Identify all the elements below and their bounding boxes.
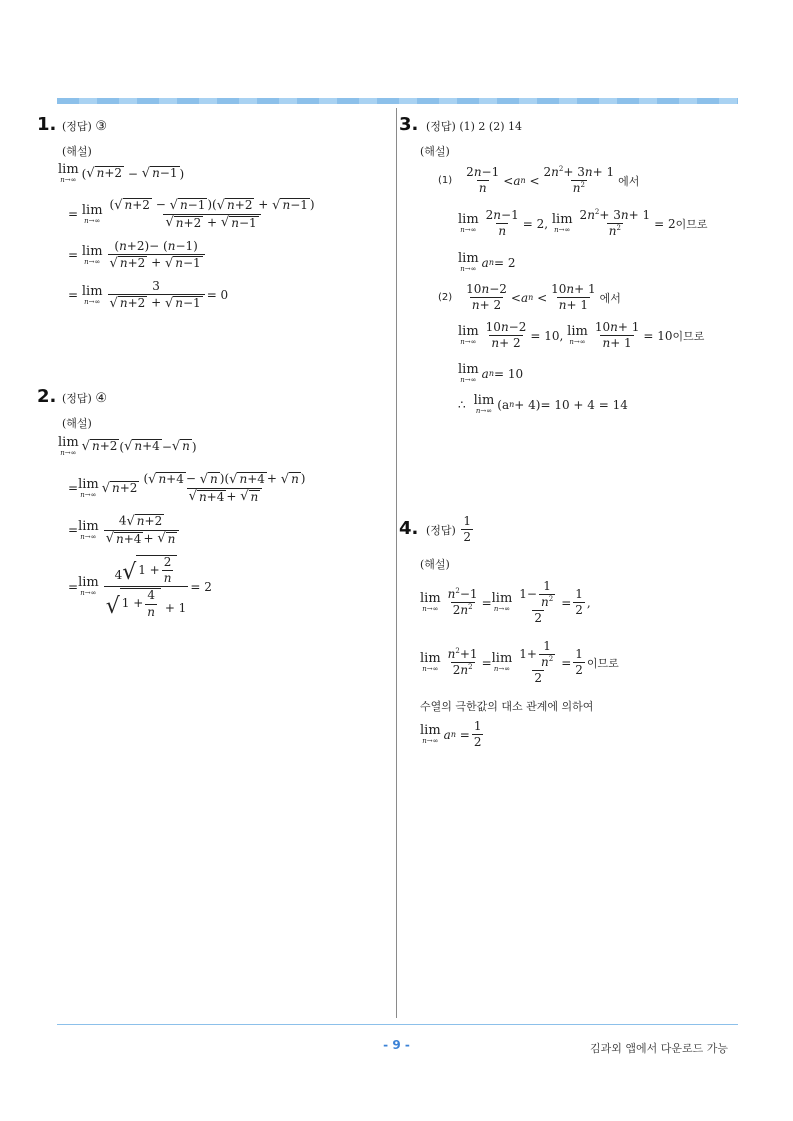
text-eseo: 에서 (618, 174, 640, 188)
q1-step-3: = lim n→∞ (n+2)− (n−1) √ n+2 + √ n−1 (68, 240, 207, 271)
footer-text: 김과외 앱에서 다운로드 가능 (589, 1042, 728, 1055)
answer-value: (1) 2 (2) 14 (459, 120, 522, 133)
part-label: (1) (438, 175, 453, 187)
answer-value: $\frac{1}{2}$ (463, 514, 471, 545)
text-eseo: 에서 (599, 291, 621, 305)
therefore-symbol: ∴ (458, 397, 466, 412)
q1-step-4: = lim n→∞ 3 √ n+2 + √ n−1 = 0 (68, 279, 229, 311)
q3-p1-ineq: (1) $\frac{2n-1}{n}$ < a n < $\frac{2n^2+ 3n+ 1}{n^2}$ 에서 (438, 165, 640, 196)
q4-step-2: lim n→∞ $\frac{n^2+1}{2n^2}$ = lim n→∞ 1+ $\frac{1}{n^2}$ 2 = $\frac{1}{2}$ 이므로 (420, 639, 619, 686)
question-number: 1. (37, 114, 57, 135)
question-number: 3. (399, 114, 419, 135)
answer-label: (정답) (426, 120, 456, 133)
value: = 2 (493, 255, 516, 270)
value: = 2, (522, 216, 549, 231)
answer-line (426, 118, 522, 134)
value: = 10, (530, 328, 564, 343)
q2-step-2: = lim n→∞ √ n+2 ( √ n+4 − √ n )( √ n+4 + √ n ) √ n+4 + √ n (68, 471, 306, 505)
q4-step-1: lim n→∞ $\frac{n^2-1}{2n^2}$ = lim n→∞ 1− $\frac{1}{n^2}$ 2 = $\frac{1}{2}$ , (420, 579, 591, 626)
column-divider (396, 108, 397, 1018)
q4-text: 수열의 극한값의 대소 관계에 의하여 (420, 700, 594, 713)
page-number: - 9 - (383, 1038, 410, 1052)
footer-line (57, 1024, 738, 1025)
value: = 10 (493, 366, 524, 381)
answer-label: (정답) (62, 392, 92, 405)
q2-step-1: lim n→∞ √ n+2 ( √ n+4 − √ n ) (58, 435, 197, 457)
answer-label: (정답) (62, 120, 92, 133)
q3-p2-lims: lim n→∞ $\frac{10n-2}{n+ 2}$ = 10, lim n→∞ $\frac{10n+ 1}{n+ 1}$ = 10 이므로 (458, 320, 705, 351)
value: (a (497, 397, 510, 412)
text-imeuro: 이므로 (586, 656, 619, 670)
q2-step-4: = lim n→∞ 4 √ 1 + $\frac{2}{n}$ √ 1 + $\frac{4}{n}$ + 1 = 2 (68, 555, 212, 619)
answer-value: ③ (95, 119, 107, 134)
part-label: (2) (438, 292, 453, 304)
question-number: 4. (399, 518, 419, 539)
q3-p1-lims: lim n→∞ $\frac{2n-1}{n}$ = 2, lim n→∞ $\frac{2n^2+ 3n+ 1}{n^2}$ = 2 이므로 (458, 208, 708, 239)
value: = 10 (643, 328, 673, 343)
q2-step-3: = lim n→∞ 4 √ n+2 √ n+4 + √ n (68, 514, 181, 547)
solution-label: (해설) (62, 417, 92, 430)
text-imeuro: 이므로 (675, 217, 708, 231)
answer-label: (정답) (426, 523, 456, 537)
answer-line (62, 118, 107, 134)
solution-label: (해설) (420, 145, 450, 158)
answer-line (426, 515, 475, 544)
q3-conclusion: ∴ lim n→∞ (a n + 4)= 10 + 4 = 14 (458, 393, 628, 415)
solution-label: (해설) (420, 558, 450, 571)
answer-line (62, 390, 107, 406)
text-imeuro: 이므로 (672, 329, 705, 343)
q3-p2-ineq: (2) $\frac{10n-2}{n+ 2}$ < a n < $\frac{10n+ 1}{n+ 1}$ 에서 (438, 282, 621, 313)
q3-p1-result: lim n→∞ a n = 2 (458, 251, 516, 273)
q1-step-2: = lim n→∞ ( √ n+2 − √ n−1 )( √ n+2 + √ n−1 ) √ n+2 + √ n−1 (68, 197, 315, 231)
q4-result: lim n→∞ a n = $\frac{1}{2}$ (420, 719, 482, 750)
value: = 2 (654, 216, 676, 231)
solution-label: (해설) (62, 145, 92, 158)
q1-step-1: lim n→∞ ( √ n+2 − √ n−1 ) (58, 162, 185, 184)
answer-value: ④ (95, 391, 107, 406)
value: + 4)= 10 + 4 = 14 (514, 397, 628, 412)
question-number: 2. (37, 386, 57, 407)
header-stripe (57, 98, 738, 104)
q3-p2-result: lim n→∞ a n = 10 (458, 362, 524, 384)
